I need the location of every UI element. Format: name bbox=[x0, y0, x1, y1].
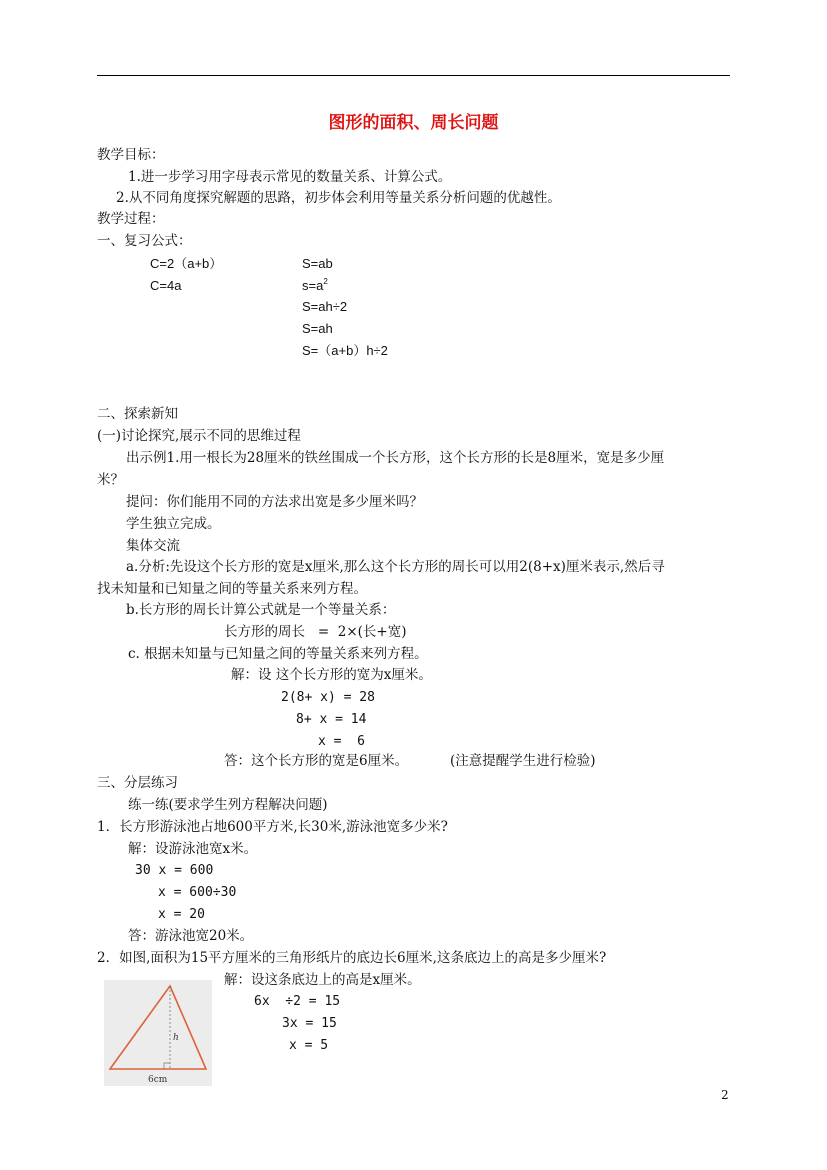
equation-2: 8+ x = 14 bbox=[296, 712, 367, 727]
analysis-c-line: c. 根据未知量与已知量之间的等量关系来列方程。 bbox=[128, 646, 428, 662]
triangle-figure bbox=[104, 980, 212, 1086]
goal-item-1: 1.进一步学习用字母表示常见的数量关系、计算公式。 bbox=[128, 169, 452, 185]
figure-background bbox=[104, 980, 212, 1086]
practice-heading: 三、分层练习 bbox=[97, 775, 178, 791]
process-heading: 教学过程： bbox=[97, 211, 165, 227]
problem-2-question: 2．如图,面积为15平方厘米的三角形纸片的底边长6厘米,这条底边上的高是多少厘米? bbox=[97, 950, 607, 966]
analysis-b-line: b.长方形的周长计算公式就是一个等量关系： bbox=[126, 602, 396, 618]
base-label: 6cm bbox=[148, 1075, 168, 1085]
goals-heading: 教学目标： bbox=[97, 147, 165, 163]
page-number: 2 bbox=[721, 1088, 729, 1102]
formula-c1: C=2（a+b） bbox=[150, 256, 223, 271]
explore-subheading: (一)讨论探究,展示不同的思维过程 bbox=[97, 428, 301, 444]
equation-1: 2(8+ x) = 28 bbox=[281, 690, 375, 705]
problem-1-let: 解：设游泳池宽x米。 bbox=[128, 841, 258, 857]
answer-text: 答：这个长方形的宽是6厘米。 bbox=[224, 753, 409, 769]
example-text-line2: 米？ bbox=[97, 472, 124, 488]
example-text-line1: 出示例1.用一根长为28厘米的铁丝围成一个长方形，这个长方形的长是8厘米，宽是多少厘 bbox=[126, 450, 665, 466]
problem-1-eq1: 30 x = 600 bbox=[135, 863, 214, 878]
equation-3: x = 6 bbox=[318, 734, 365, 749]
analysis-a-line2: 找未知量和已知量之间的等量关系来列方程。 bbox=[97, 581, 367, 597]
formula-s4: S=ah bbox=[302, 321, 333, 336]
problem-2-let: 解：设这条底边上的高是x厘米。 bbox=[224, 972, 421, 988]
formula-s5: S=（a+b）h÷2 bbox=[302, 343, 388, 358]
formula-s2: $s=a^2$ bbox=[302, 277, 328, 293]
problem-2-eq1: 6x ÷2 = 15 bbox=[254, 994, 341, 1009]
problem-1-question: 1．长方形游泳池占地600平方米,长30米,游泳池宽多少米? bbox=[97, 819, 448, 835]
formula-s3: S=ah÷2 bbox=[302, 299, 348, 314]
check-note: (注意提醒学生进行检验) bbox=[450, 753, 596, 769]
analysis-b-formula: 长方形的周长 = 2×(长+宽) bbox=[224, 624, 407, 640]
problem-2-eq3: x = 5 bbox=[289, 1038, 329, 1053]
height-label: h bbox=[173, 1033, 179, 1043]
problem-1-eq3: x = 20 bbox=[158, 907, 205, 922]
page-title: 图形的面积、周长问题 bbox=[328, 113, 499, 133]
problem-2-eq2: 3x = 15 bbox=[282, 1016, 337, 1031]
analysis-a-line1: a.分析:先设这个长方形的宽是x厘米,那么这个长方形的周长可以用2(8+x)厘米表示,然后寻 bbox=[126, 559, 665, 575]
explore-heading: 二、探索新知 bbox=[97, 406, 178, 422]
problem-1-answer: 答：游泳池宽20米。 bbox=[128, 928, 254, 944]
independent-text: 学生独立完成。 bbox=[126, 516, 221, 532]
group-text: 集体交流 bbox=[126, 538, 180, 554]
header-rule bbox=[97, 75, 730, 76]
goal-item-2: 2.从不同角度探究解题的思路，初步体会利用等量关系分析问题的优越性。 bbox=[116, 190, 561, 206]
question-text: 提问：你们能用不同的方法求出宽是多少厘米吗？ bbox=[126, 494, 423, 510]
formula-s1: S=ab bbox=[302, 256, 333, 271]
practice-intro: 练一练(要求学生列方程解决问题) bbox=[128, 797, 328, 813]
solution-let: 解：设 这个长方形的宽为x厘米。 bbox=[231, 667, 432, 683]
formula-c2: C=4a bbox=[150, 278, 182, 293]
problem-1-eq2: x = 600÷30 bbox=[158, 885, 237, 900]
review-heading: 一、复习公式： bbox=[97, 233, 192, 249]
